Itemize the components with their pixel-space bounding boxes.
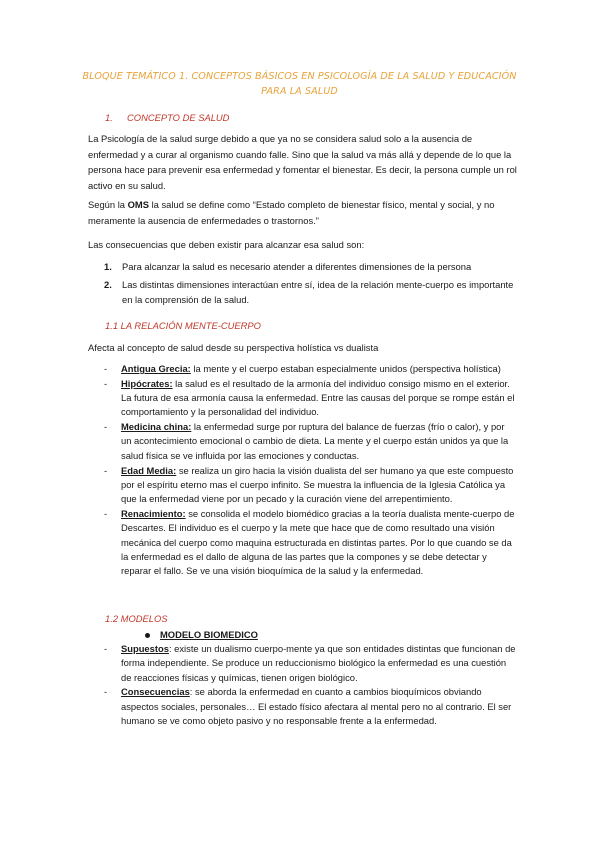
- oms-term: OMS: [127, 199, 149, 210]
- history-list: [104, 362, 516, 579]
- dash-marker: -: [104, 643, 108, 654]
- consequences-list: [104, 259, 516, 310]
- list-item: [104, 464, 516, 507]
- dash-marker: -: [104, 507, 108, 519]
- section-1-heading: [105, 111, 229, 124]
- dash-marker: -: [104, 363, 108, 374]
- list-item: [104, 507, 516, 578]
- section-1-number: 1.: [105, 112, 113, 123]
- section-1-paragraph-1: La Psicología de la salud surge debido a que ya no se considera salud solo a la ausencia de enfermedad y a curar al organismo cuando falle. Sino que la salud va más allá y depende de lo que la persona hace para prevenir esa enfermedad y fomentar el bienestar. Es decir, la persona cumple un rol activo en su salud.: [88, 133, 517, 191]
- dash-marker: -: [104, 377, 108, 389]
- dash-marker: -: [104, 464, 108, 476]
- list-item-term: Supuestos: [121, 643, 169, 654]
- list-item-term: Edad Media:: [121, 464, 177, 476]
- dash-marker: -: [104, 686, 108, 698]
- list-item: [104, 642, 516, 685]
- list-item: [104, 277, 516, 308]
- section-1-paragraph-2: [88, 197, 520, 228]
- oms-lead-text: Según la: [88, 199, 128, 210]
- list-item: [104, 362, 516, 376]
- list-item-number: 1.: [104, 261, 112, 272]
- list-item: [104, 377, 516, 420]
- list-item-term: Consecuencias: [121, 686, 190, 698]
- oms-definition: la salud se define como “Estado completo de bienestar físico, mental y social, y no meramente la ausencia de enfermedades o trastornos.”: [88, 199, 495, 226]
- section-1-2-heading: 1.2 MODELOS: [105, 613, 168, 624]
- list-item-text: : existe un dualismo cuerpo-mente ya que son entidades distintas que funcionan de forma independiente. Se produce un reduccionismo biológico la enfermedad es una cuestión de reacciones físicas y químicas, tienen origen biológico.: [121, 643, 516, 683]
- list-item-number: 2.: [104, 278, 112, 290]
- list-item-text: la enfermedad surge por ruptura del balance de fuerzas (frío o calor), y por un acontecimiento emocional o cambio de dieta. La mente y el cuerpo están unidos ya que la salud física se ve influida por las emociones y conductas.: [121, 421, 509, 461]
- list-item-text: se realiza un giro hacia la visión dualista del ser humano ya que este compuesto por el espíritu eterno mas el cuerpo infinito. Se muestra la influencia de la Iglesia Católica ya que la enfermedad viene por un pecado y la curación viene del arrepentimiento.: [121, 464, 514, 505]
- model-list: [104, 642, 516, 729]
- section-1-1-intro: Afecta al concepto de salud desde su perspectiva holística vs dualista: [88, 342, 379, 353]
- list-item-text: Las distintas dimensiones interactúan entre sí, idea de la relación mente-cuerpo es importante en la comprensión de la salud.: [122, 278, 514, 306]
- dash-marker: -: [104, 421, 108, 433]
- list-item-text: se consolida el modelo biomédico gracias a la teoría dualista mente-cuerpo de Descartes. El individuo es el cuerpo y la mete que hace que de como resultado una visión mecánica del cuerpo como maquina estructurada en distintas partes. Por lo que cuando se da la enfermedad es el dallo de alguna de las partes que la compones y se debe detectar y reparar el fallo. Se ve una visión bioquímica de la salud y la enfermedad.: [121, 507, 515, 577]
- list-item: [104, 685, 516, 728]
- list-item-term: Antigua Grecia:: [121, 363, 191, 374]
- list-item-text: Para alcanzar la salud es necesario atender a diferentes dimensiones de la persona: [122, 261, 472, 272]
- list-item-term: Renacimiento:: [121, 507, 186, 519]
- list-item-text: la salud es el resultado de la armonía del individuo consigo mismo en el exterior. La futura de esa armonía causa la enfermedad. Entre las causas del porque se rompe están el comportamiento y la personalidad del individuo.: [121, 377, 515, 418]
- section-1-paragraph-3: Las consecuencias que deben existir para alcanzar esa salud son:: [88, 239, 365, 250]
- section-1-title: CONCEPTO DE SALUD: [127, 112, 230, 123]
- document-title: BLOQUE TEMÁTICO 1. CONCEPTOS BÁSICOS EN PSICOLOGÍA DE LA SALUD Y EDUCACIÓN PARA LA SALUD: [82, 71, 517, 97]
- list-item-term: Hipócrates:: [121, 377, 173, 389]
- bullet-icon: [145, 633, 150, 638]
- list-item: [104, 420, 516, 463]
- list-item: [104, 259, 516, 275]
- list-item-text: : se aborda la enfermedad en cuanto a cambios bioquímicos obviando aspectos sociales, personales… El estado físico afectara al mental pero no al contrario. El ser humano se ve como objeto pasivo y no responsable frente a la enfermedad.: [121, 686, 512, 726]
- list-item-text: la mente y el cuerpo estaban especialmente unidos (perspectiva holística): [190, 363, 501, 374]
- list-item-term: Medicina china:: [121, 421, 192, 433]
- model-heading: MODELO BIOMEDICO: [160, 629, 258, 640]
- section-1-1-heading: 1.1 LA RELACIÓN MENTE-CUERPO: [105, 320, 261, 331]
